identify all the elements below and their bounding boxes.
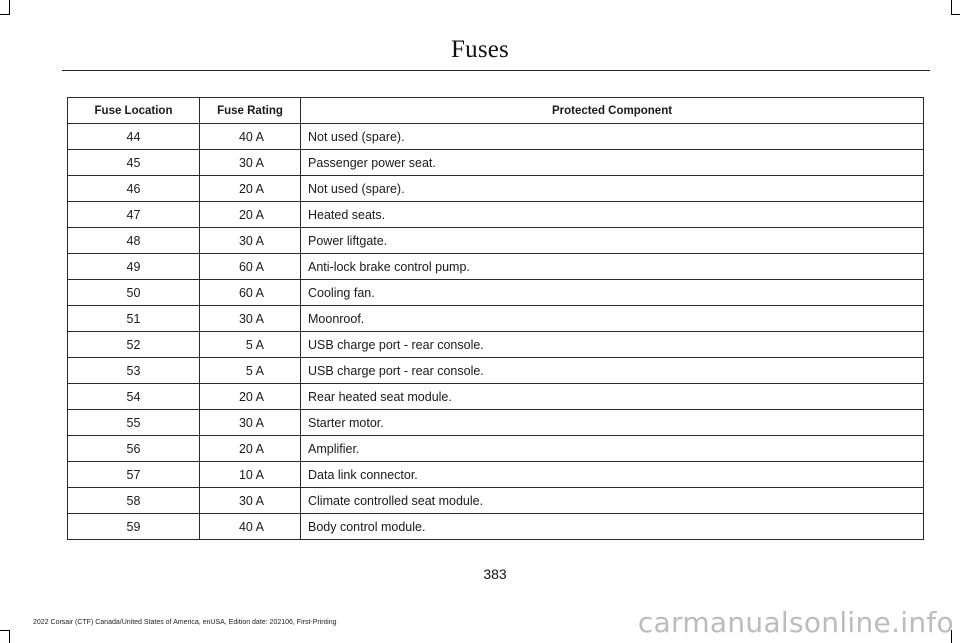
title-divider <box>62 70 930 71</box>
crop-mark-top-right-horizontal <box>951 14 960 15</box>
table-row <box>68 514 924 540</box>
table-header-row <box>68 98 924 124</box>
fuse-rating-cell: 60 A <box>200 254 301 280</box>
table-row <box>68 410 924 436</box>
table-row <box>68 462 924 488</box>
fuse-location-cell: 54 <box>68 384 200 410</box>
table-row <box>68 124 924 150</box>
fuse-table <box>67 97 924 540</box>
fuse-rating-cell: 5 A <box>200 332 301 358</box>
fuse-location-cell: 52 <box>68 332 200 358</box>
protected-component-cell: Anti-lock brake control pump. <box>301 254 924 280</box>
page-number: 383 <box>483 566 507 582</box>
page-title: Fuses <box>451 36 509 63</box>
fuse-rating-cell: 20 A <box>200 436 301 462</box>
fuse-rating-cell: 30 A <box>200 306 301 332</box>
protected-component-cell: Power liftgate. <box>301 228 924 254</box>
table-row <box>68 436 924 462</box>
table-row <box>68 488 924 514</box>
fuse-rating-cell: 10 A <box>200 462 301 488</box>
protected-component-cell: Not used (spare). <box>301 176 924 202</box>
fuse-location-cell: 51 <box>68 306 200 332</box>
fuse-rating-cell: 30 A <box>200 410 301 436</box>
fuse-rating-cell: 20 A <box>200 176 301 202</box>
table-row <box>68 306 924 332</box>
fuse-location-cell: 46 <box>68 176 200 202</box>
table-row <box>68 358 924 384</box>
watermark-logo: carmanualsonline.info <box>637 606 954 639</box>
table-row <box>68 254 924 280</box>
fuse-rating-cell: 40 A <box>200 124 301 150</box>
fuse-location-cell: 58 <box>68 488 200 514</box>
header-fuse-location: Fuse Location <box>68 98 200 124</box>
protected-component-cell: Cooling fan. <box>301 280 924 306</box>
header-fuse-rating: Fuse Rating <box>200 98 301 124</box>
table-row <box>68 150 924 176</box>
table-row <box>68 202 924 228</box>
crop-mark-bottom-left-vertical <box>9 630 10 643</box>
fuse-rating-cell: 40 A <box>200 514 301 540</box>
fuse-location-cell: 57 <box>68 462 200 488</box>
fuse-location-cell: 50 <box>68 280 200 306</box>
fuse-rating-cell: 30 A <box>200 228 301 254</box>
fuse-rating-cell: 20 A <box>200 384 301 410</box>
protected-component-cell: Passenger power seat. <box>301 150 924 176</box>
fuse-location-cell: 48 <box>68 228 200 254</box>
crop-mark-top-left-horizontal <box>0 14 10 15</box>
protected-component-cell: Climate controlled seat module. <box>301 488 924 514</box>
protected-component-cell: USB charge port - rear console. <box>301 358 924 384</box>
fuse-location-cell: 49 <box>68 254 200 280</box>
fuse-location-cell: 47 <box>68 202 200 228</box>
protected-component-cell: Body control module. <box>301 514 924 540</box>
protected-component-cell: Not used (spare). <box>301 124 924 150</box>
table-body <box>68 124 924 540</box>
protected-component-cell: Rear heated seat module. <box>301 384 924 410</box>
protected-component-cell: Heated seats. <box>301 202 924 228</box>
fuse-rating-cell: 30 A <box>200 488 301 514</box>
header-protected-component: Protected Component <box>301 98 924 124</box>
table-row <box>68 280 924 306</box>
table-row <box>68 176 924 202</box>
crop-mark-top-right-vertical <box>951 0 952 14</box>
fuse-location-cell: 44 <box>68 124 200 150</box>
fuse-location-cell: 59 <box>68 514 200 540</box>
protected-component-cell: Starter motor. <box>301 410 924 436</box>
crop-mark-bottom-left-horizontal <box>0 630 10 631</box>
crop-mark-top-left-vertical <box>9 0 10 14</box>
protected-component-cell: Data link connector. <box>301 462 924 488</box>
protected-component-cell: Amplifier. <box>301 436 924 462</box>
table-row <box>68 384 924 410</box>
fuse-location-cell: 55 <box>68 410 200 436</box>
table-row <box>68 332 924 358</box>
fuse-location-cell: 56 <box>68 436 200 462</box>
fuse-rating-cell: 60 A <box>200 280 301 306</box>
fuse-rating-cell: 30 A <box>200 150 301 176</box>
edition-footer: 2022 Corsair (CTF) Canada/United States of America, enUSA, Edition date: 202106, First-Printing <box>33 619 337 626</box>
fuse-location-cell: 53 <box>68 358 200 384</box>
fuse-location-cell: 45 <box>68 150 200 176</box>
table-row <box>68 228 924 254</box>
fuse-rating-cell: 20 A <box>200 202 301 228</box>
fuse-rating-cell: 5 A <box>200 358 301 384</box>
protected-component-cell: Moonroof. <box>301 306 924 332</box>
protected-component-cell: USB charge port - rear console. <box>301 332 924 358</box>
